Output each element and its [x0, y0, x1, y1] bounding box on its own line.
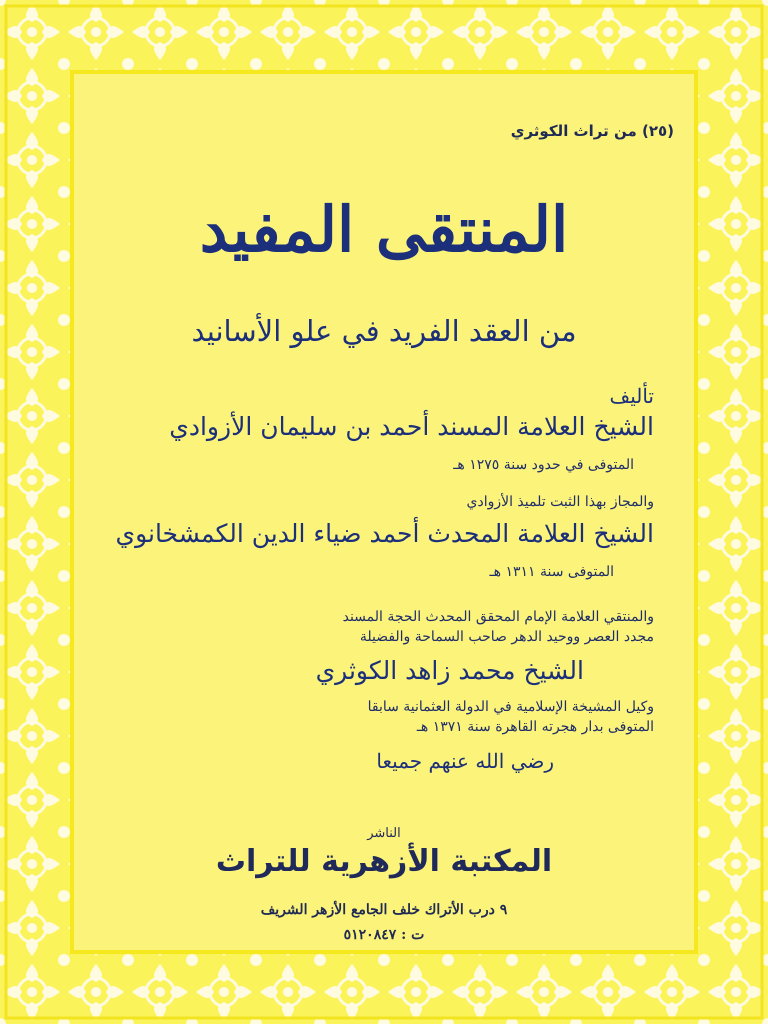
ijaza-intro: والمجاز بهذا الثبت تلميذ الأزوادي	[466, 494, 654, 510]
publisher-label: الناشر	[367, 826, 401, 841]
title-panel	[70, 70, 698, 954]
third-line-1: وكيل المشيخة الإسلامية في الدولة العثمانية سابقا	[367, 699, 654, 715]
selector-line-2: مجدد العصر ووحيد الدهر صاحب السماحة والفضيلة	[359, 629, 654, 645]
third-line-2: المتوفى بدار هجرته القاهرة سنة ١٣٧١ هـ	[416, 719, 654, 735]
blessing: رضي الله عنهم جميعا	[376, 749, 554, 773]
publisher-name: المكتبة الأزهرية للتراث	[215, 844, 553, 879]
book-title: المنتقى المفيد	[199, 193, 569, 266]
authorship-label: تأليف	[609, 384, 654, 408]
book-subtitle: من العقد الفريد في علو الأسانيد	[191, 314, 577, 348]
second-death: المتوفى سنة ١٣١١ هـ	[489, 564, 614, 580]
publisher-address: ٩ درب الأتراك خلف الجامع الأزهر الشريف	[260, 902, 508, 918]
author-name: الشيخ العلامة المسند أحمد بن سليمان الأزوادي	[169, 412, 654, 441]
selector-line-1: والمنتقي العلامة الإمام المحقق المحدث الحجة المسند	[342, 609, 654, 625]
author-death: المتوفى في حدود سنة ١٢٧٥ هـ	[453, 457, 634, 473]
series-label: (٢٥) من تراث الكوثري	[510, 122, 674, 140]
publisher-phone: ت : ٥١٢٠٨٤٧	[343, 927, 425, 943]
third-name: الشيخ محمد زاهد الكوثري	[315, 656, 584, 685]
second-name: الشيخ العلامة المحدث أحمد ضياء الدين الكمشخانوي	[115, 519, 654, 548]
